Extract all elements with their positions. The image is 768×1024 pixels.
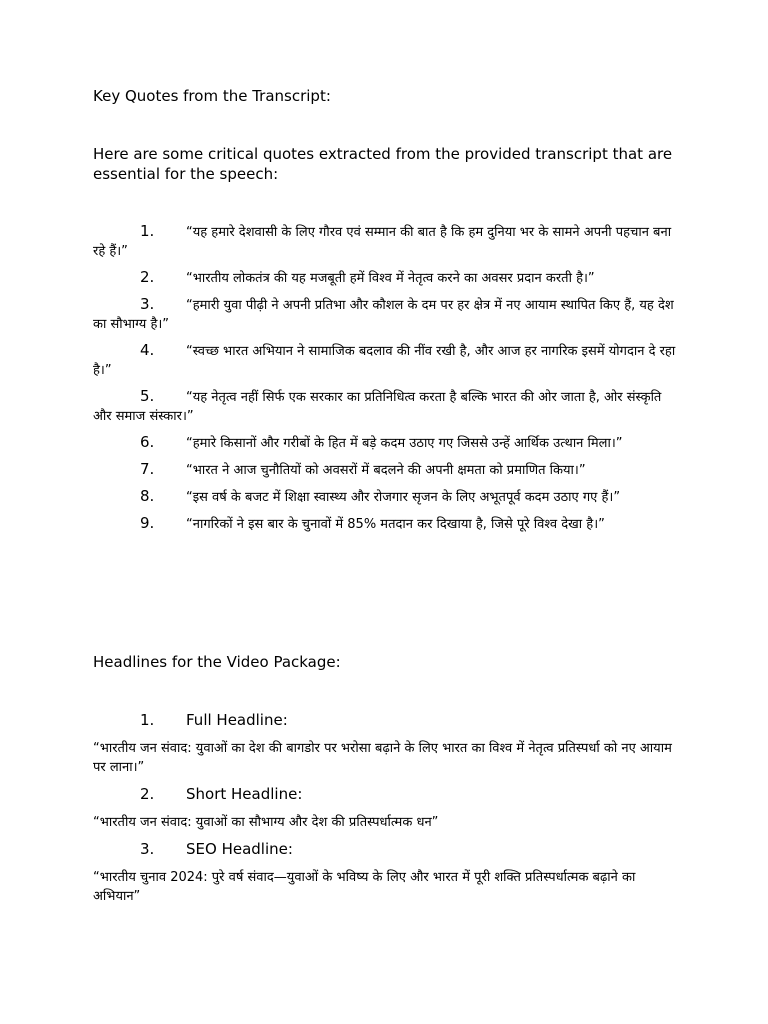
quote-text: “नागरिकों ने इस बार के चुनावों में 85% मतदान कर दिखाया है, जिसे पूरे विश्व देखा है।” xyxy=(186,517,605,532)
quotes-list xyxy=(93,222,683,541)
headline-number: 2. xyxy=(140,785,155,803)
quote-item xyxy=(93,387,683,426)
headlines-title: Headlines for the Video Package: xyxy=(93,653,341,671)
quote-number: 9. xyxy=(140,514,155,532)
quote-item xyxy=(93,341,683,380)
quote-text: “भारतीय लोकतंत्र की यह मजबूती हमें विश्व में नेतृत्व करने का अवसर प्रदान करती है।” xyxy=(186,271,595,286)
headline-label-row xyxy=(93,710,683,730)
quote-text: “इस वर्ष के बजट में शिक्षा स्वास्थ्य और रोजगार सृजन के लिए अभूतपूर्व कदम उठाए गए हैं।” xyxy=(186,490,621,505)
intro-paragraph: Here are some critical quotes extracted from the provided transcript that are essential for the speech: xyxy=(93,145,673,183)
headline-number: 1. xyxy=(140,711,155,729)
quote-item xyxy=(93,460,683,480)
quote-item xyxy=(93,487,683,507)
quote-item xyxy=(93,514,683,534)
quote-text: “यह हमारे देशवासी के लिए गौरव एवं सम्मान की बात है कि हम दुनिया भर के सामने अपनी पहचान बना रहे हैं।” xyxy=(93,225,672,259)
quote-item xyxy=(93,268,683,288)
headline-label-row xyxy=(93,784,683,804)
headline-text: “भारतीय जन संवाद: युवाओं का देश की बागडोर पर भरोसा बढ़ाने के लिए भारत का विश्व में नेतृत्व प्रतिस्पर्धा को नए आयाम पर लाना।” xyxy=(93,741,672,775)
headline-item xyxy=(93,839,683,906)
headline-item xyxy=(93,784,683,832)
quote-text: “भारत ने आज चुनौतियों को अवसरों में बदलने की अपनी क्षमता को प्रमाणित किया।” xyxy=(186,463,586,478)
headline-label: SEO Headline: xyxy=(186,840,293,858)
quote-number: 2. xyxy=(140,268,155,286)
headline-label: Short Headline: xyxy=(186,785,303,803)
headline-text: “भारतीय चुनाव 2024: पुरे वर्ष संवाद—युवाओं के भविष्य के लिए और भारत में पूरी शक्ति प्रतिस्पर्धात्मक बढ़ाने का अभियान” xyxy=(93,870,636,904)
quote-item xyxy=(93,433,683,453)
quote-number: 4. xyxy=(140,341,155,359)
quote-number: 6. xyxy=(140,433,155,451)
quote-number: 5. xyxy=(140,387,155,405)
quote-number: 7. xyxy=(140,460,155,478)
quote-number: 3. xyxy=(140,295,155,313)
quote-text: “स्वच्छ भारत अभियान ने सामाजिक बदलाव की नींव रखी है, और आज हर नागरिक इसमें योगदान दे रहा है।” xyxy=(93,344,676,378)
quote-text: “हमारे किसानों और गरीबों के हित में बड़े कदम उठाए गए जिससे उन्हें आर्थिक उत्थान मिला।” xyxy=(186,436,623,451)
quote-number: 1. xyxy=(140,222,155,240)
headlines-list xyxy=(93,710,683,913)
quote-number: 8. xyxy=(140,487,155,505)
headline-label-row xyxy=(93,839,683,859)
headline-label: Full Headline: xyxy=(186,711,288,729)
quote-text: “हमारी युवा पीढ़ी ने अपनी प्रतिभा और कौशल के दम पर हर क्षेत्र में नए आयाम स्थापित किए हैं, यह देश का सौभाग्य है।” xyxy=(93,298,674,332)
document-title: Key Quotes from the Transcript: xyxy=(93,87,331,105)
headline-item xyxy=(93,710,683,777)
quote-item xyxy=(93,222,683,261)
quote-item xyxy=(93,295,683,334)
headline-text: “भारतीय जन संवाद: युवाओं का सौभाग्य और देश की प्रतिस्पर्धात्मक धन” xyxy=(93,815,439,830)
quote-text: “यह नेतृत्व नहीं सिर्फ एक सरकार का प्रतिनिधित्व करता है बल्कि भारत की ओर जाता है, ओर संस्कृति और समाज संस्कार।” xyxy=(93,390,662,424)
headline-number: 3. xyxy=(140,840,155,858)
